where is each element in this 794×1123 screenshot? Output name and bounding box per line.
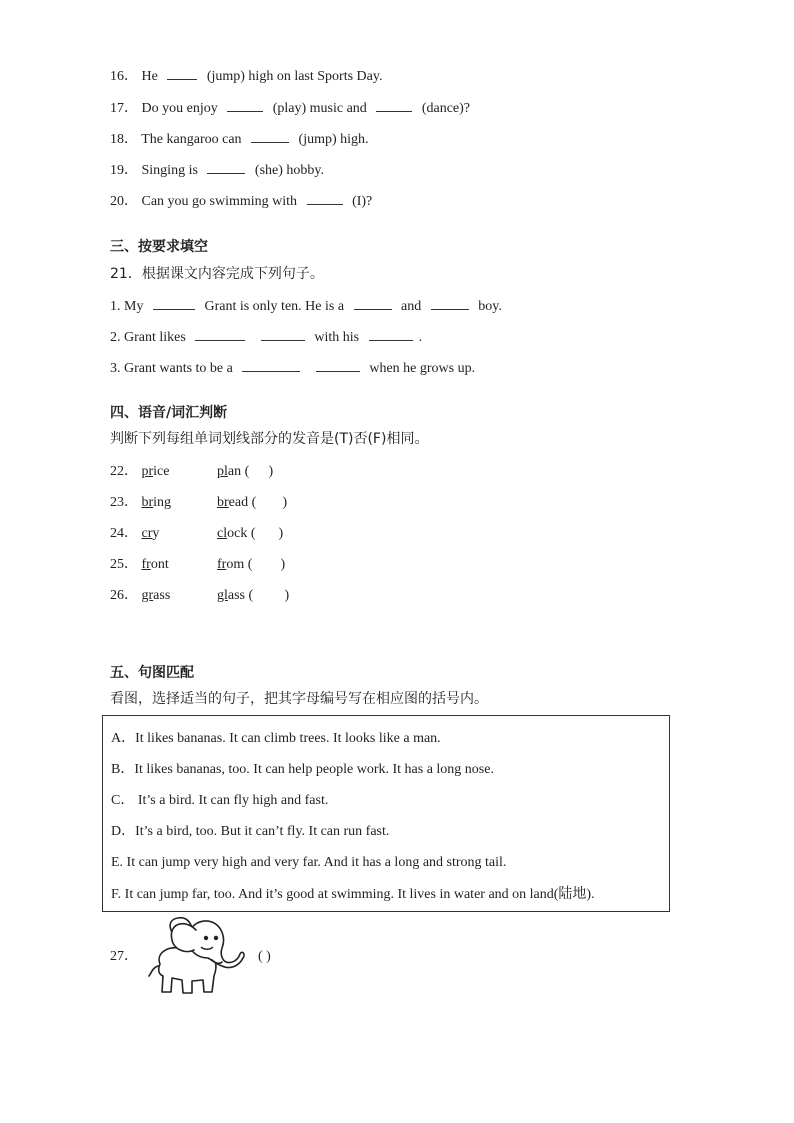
- phonics-item: [110, 587, 289, 605]
- question-number: 17．: [110, 101, 138, 116]
- answer-blank[interactable]: [227, 99, 263, 112]
- underlined-letters: gl: [217, 588, 228, 603]
- elephant-icon: [146, 914, 246, 998]
- question-text: Can you go swimming with: [141, 194, 298, 209]
- question-number: 22．: [110, 464, 138, 479]
- answer-blank[interactable]: [369, 328, 413, 341]
- question-number: 16．: [110, 69, 138, 84]
- sentence-text: 2. Grant likes: [110, 330, 186, 345]
- question-text: The kangaroo can: [141, 132, 242, 147]
- question-text: (jump) high.: [298, 132, 369, 147]
- answer-blank[interactable]: [242, 359, 300, 372]
- underlined-letters: pr: [141, 464, 154, 479]
- question-number: 18．: [110, 132, 138, 147]
- option-b: B．It likes bananas, too. It can help people work. It has a long nose.: [111, 762, 494, 777]
- question-number: 24．: [110, 526, 138, 541]
- answer-blank[interactable]: [376, 99, 412, 112]
- word-1: [142, 525, 214, 543]
- option-e: E. It can jump very high and very far. And it has a long and strong tail.: [111, 855, 507, 870]
- sentence-text: .: [418, 330, 423, 345]
- question-number: 19．: [110, 163, 138, 178]
- underlined-letters: br: [217, 495, 229, 510]
- underlined-letters: cl: [217, 526, 228, 541]
- question-text: He: [141, 69, 158, 84]
- word-2: [217, 463, 257, 481]
- closing-paren: ): [278, 526, 284, 541]
- question-text: Singing is: [141, 163, 198, 178]
- question-19: [110, 161, 324, 180]
- question-text: (jump) high on last Sports Day.: [206, 69, 383, 84]
- section-4-instruction: 判断下列每组单词划线部分的发音是(T)否(F)相同。: [110, 431, 429, 447]
- answer-blank[interactable]: [195, 328, 245, 341]
- word-2: [217, 556, 257, 574]
- section-3-title: 三、按要求填空: [110, 239, 208, 255]
- sentence-text: 3. Grant wants to be a: [110, 361, 233, 376]
- phonics-item: [110, 556, 285, 574]
- answer-blank[interactable]: [207, 161, 245, 174]
- closing-paren: ): [280, 557, 286, 572]
- section-4-title: 四、语音/词汇判断: [110, 405, 228, 421]
- closing-paren: ): [282, 495, 288, 510]
- option-a: A．It likes bananas. It can climb trees. It looks like a man.: [111, 731, 441, 746]
- word-2: [217, 587, 257, 605]
- phonics-item: [110, 525, 283, 543]
- sentence-3: [110, 359, 475, 378]
- answer-blank[interactable]: [354, 297, 392, 310]
- answer-blank[interactable]: [431, 297, 469, 310]
- option-f: F. It can jump far, too. And it’s good at swimming. It lives in water and on land(陆地).: [111, 887, 595, 902]
- word-rest: an (: [227, 464, 250, 479]
- word-rest: ing: [153, 495, 172, 510]
- word-1: [142, 494, 214, 512]
- question-number: 20．: [110, 194, 138, 209]
- sentence-text: and: [401, 299, 422, 314]
- question-17: [110, 99, 470, 118]
- sentence-text: boy.: [478, 299, 502, 314]
- word-rest: ice: [153, 464, 170, 479]
- question-text: Do you enjoy: [141, 101, 218, 116]
- question-20: [110, 192, 372, 211]
- question-number: 25．: [110, 557, 138, 572]
- section-5-title: 五、句图匹配: [110, 665, 194, 681]
- question-text: (play) music and: [272, 101, 367, 116]
- section-5-instruction: 看图，选择适当的句子，把其字母编号写在相应图的括号内。: [110, 691, 488, 707]
- sentence-1: [110, 297, 502, 316]
- word-rest: ead (: [228, 495, 257, 510]
- sentence-text: with his: [314, 330, 360, 345]
- option-d: D．It’s a bird, too. But it can’t fly. It can run fast.: [111, 824, 390, 839]
- closing-paren: ): [268, 464, 274, 479]
- sentence-text: Grant is only ten. He is a: [204, 299, 345, 314]
- question-text: (she) hobby.: [254, 163, 324, 178]
- option-c: C． It’s a bird. It can fly high and fast.: [111, 793, 329, 808]
- sentence-text: when he grows up.: [369, 361, 476, 376]
- answer-blank[interactable]: [307, 192, 343, 205]
- closing-paren: ): [284, 588, 290, 603]
- question-text: (I)?: [352, 194, 373, 209]
- word-rest: ass: [153, 588, 171, 603]
- word-rest: ock (: [227, 526, 256, 541]
- answer-blank[interactable]: [261, 328, 305, 341]
- answer-blank[interactable]: [316, 359, 360, 372]
- word-1: [142, 587, 214, 605]
- sentence-2: [110, 328, 422, 347]
- phonics-item: [110, 463, 273, 481]
- answer-parentheses[interactable]: ( ): [258, 949, 271, 964]
- question-18: [110, 130, 369, 149]
- sentence-text: 1. My: [110, 299, 144, 314]
- word-rest: y: [152, 526, 160, 541]
- word-rest: ont: [150, 557, 169, 572]
- answer-blank[interactable]: [167, 67, 197, 80]
- question-27-number: 27．: [110, 949, 138, 964]
- word-rest: ass (: [227, 588, 254, 603]
- underlined-letters: fr: [141, 557, 151, 572]
- underlined-letters: fr: [217, 557, 227, 572]
- word-rest: om (: [226, 557, 253, 572]
- question-number: 23．: [110, 495, 138, 510]
- underlined-letters: cr: [141, 526, 153, 541]
- word-2: [217, 494, 261, 512]
- question-text: (dance)?: [421, 101, 470, 116]
- phonics-item: [110, 494, 287, 512]
- question-16: [110, 67, 382, 86]
- question-number: 26．: [110, 588, 138, 603]
- answer-blank[interactable]: [153, 297, 195, 310]
- options-box: [102, 715, 670, 912]
- underlined-letters: pl: [217, 464, 228, 479]
- question-21-instruction: 21．根据课文内容完成下列句子。: [110, 266, 324, 282]
- word-2: [217, 525, 259, 543]
- word-1: [142, 463, 214, 481]
- underlined-letters: br: [141, 495, 154, 510]
- underlined-letters: gr: [141, 588, 154, 603]
- answer-blank[interactable]: [251, 130, 289, 143]
- word-1: [142, 556, 214, 574]
